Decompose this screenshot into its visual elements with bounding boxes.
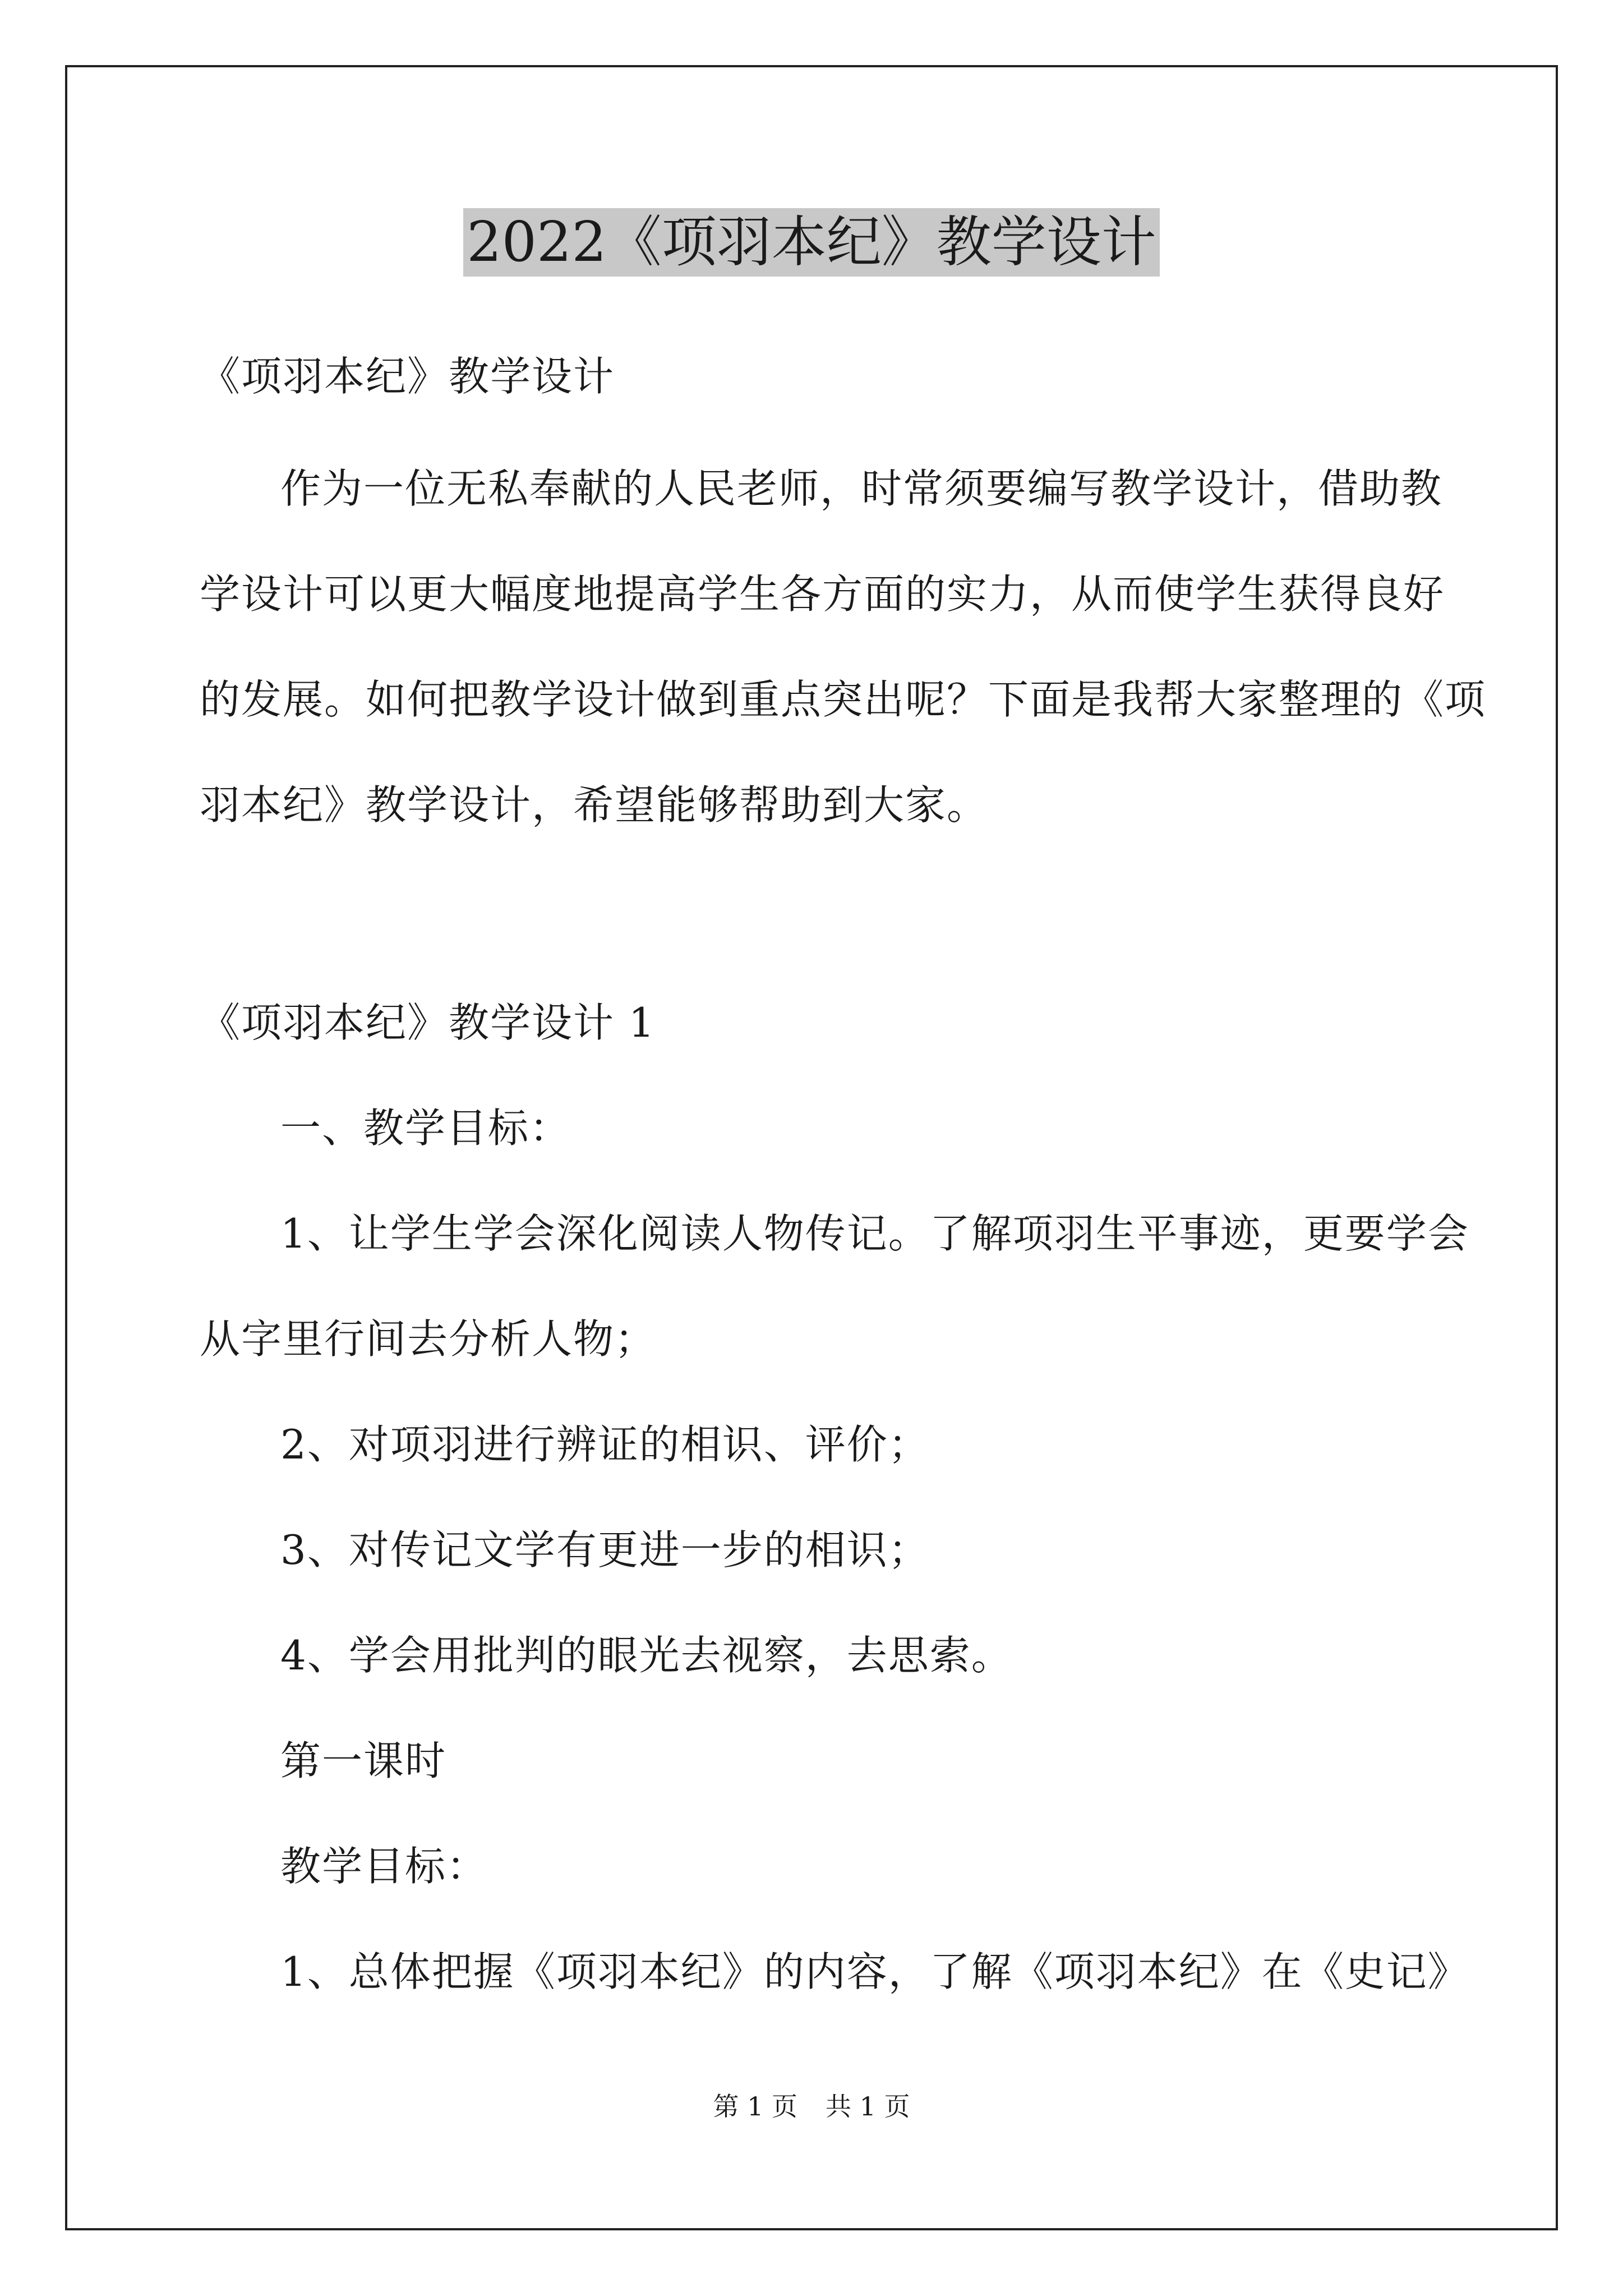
lesson-objectives-heading: 教学目标： [280,1843,488,1890]
page-number: 第 1 页 [713,2091,797,2122]
lesson-objective-item: 1、总体把握《项羽本纪》的内容，了解《项羽本纪》在《史记》 [280,1948,1469,1995]
document-title [0,205,1623,279]
page-footer [0,2090,1623,2123]
intro-paragraph-line: 作为一位无私奉献的人民老师，时常须要编写教学设计，借助教 [280,465,1443,512]
section-heading: 《项羽本纪》教学设计 1 [200,999,656,1046]
objective-item: 1、让学生学会深化阅读人物传记。了解项羽生平事迹，更要学会 [280,1210,1469,1257]
objective-item: 2、对项羽进行辨证的相识、评价； [280,1421,930,1468]
objective-item: 3、对传记文学有更进一步的相识； [280,1526,930,1573]
subtitle-line: 《项羽本纪》教学设计 [200,353,615,400]
page-total: 共 1 页 [826,2091,910,2122]
objective-item: 4、学会用批判的眼光去视察，去思索。 [280,1632,1013,1679]
objective-item-continued: 从字里行间去分析人物； [200,1315,657,1363]
intro-paragraph-line: 学设计可以更大幅度地提高学生各方面的实力，从而使学生获得良好 [200,570,1445,618]
objectives-heading: 一、教学目标： [280,1105,571,1152]
intro-paragraph-line: 羽本纪》教学设计，希望能够帮助到大家。 [200,781,989,829]
intro-paragraph-line: 的发展。如何把教学设计做到重点突出呢？下面是我帮大家整理的《项 [200,676,1487,723]
document-title-text: 2022《项羽本纪》教学设计 [463,208,1159,277]
lesson-heading: 第一课时 [280,1737,447,1784]
